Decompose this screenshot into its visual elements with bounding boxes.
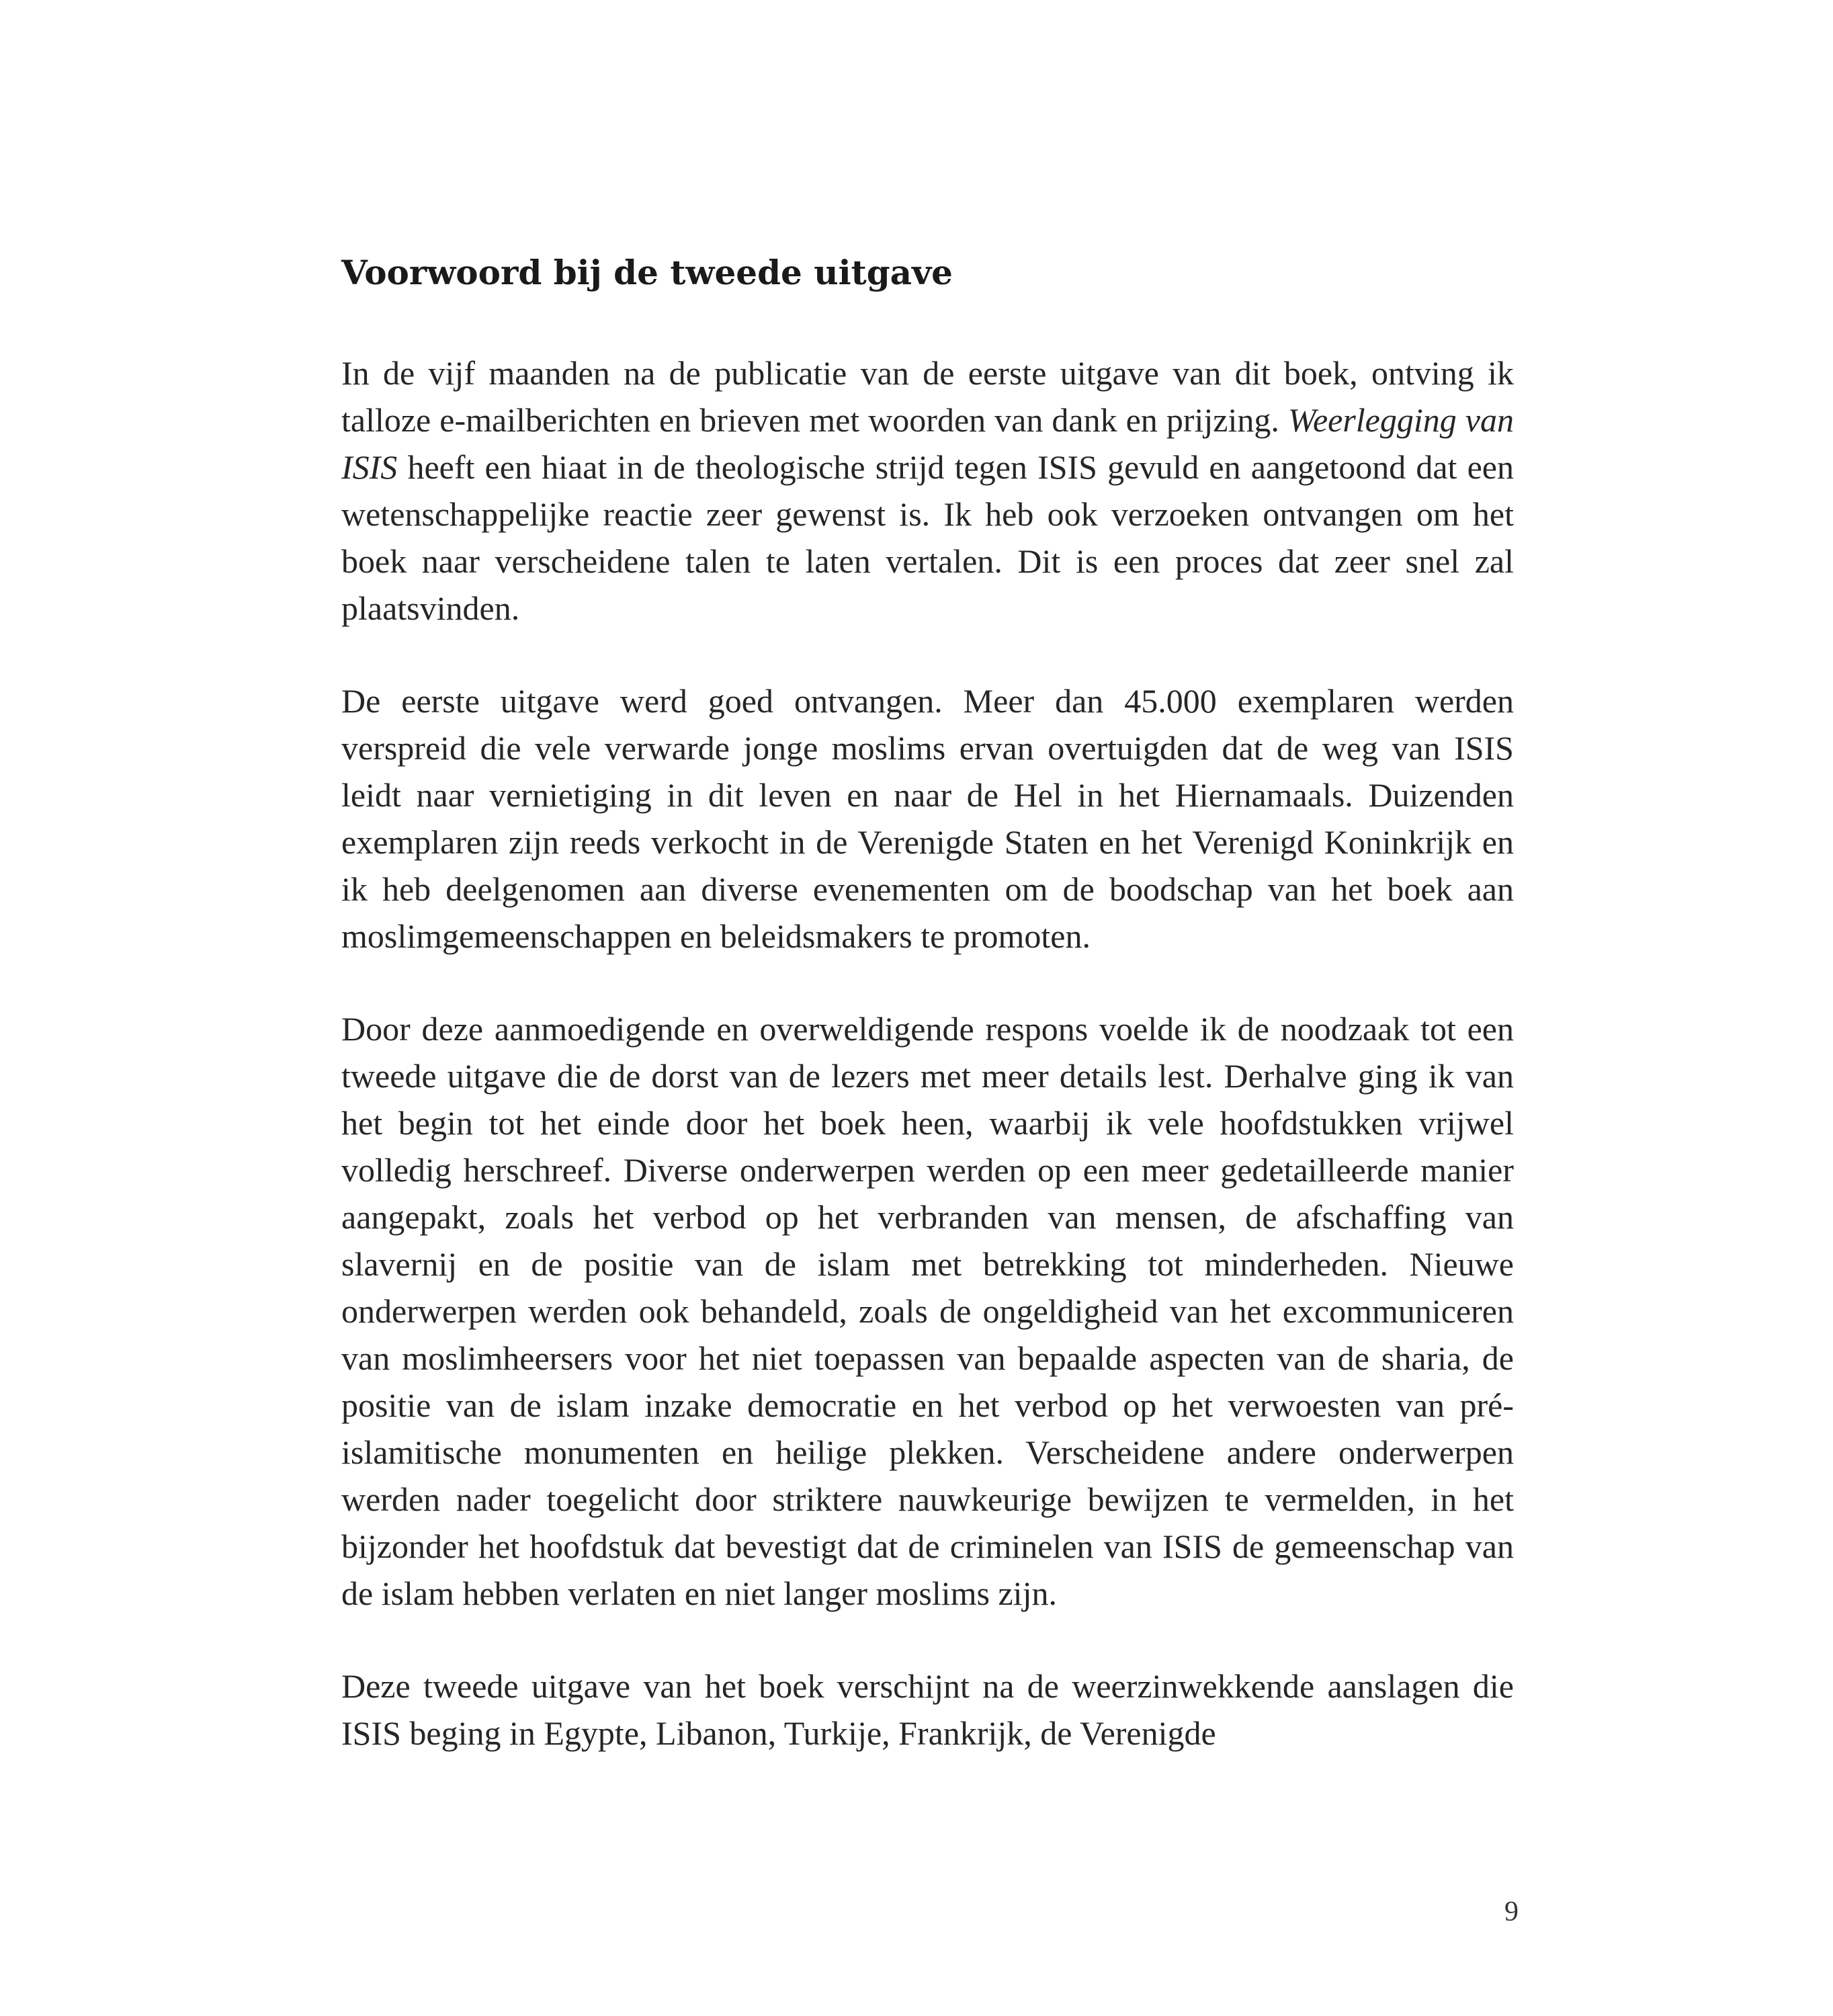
- paragraph-1: [341, 349, 1514, 632]
- paragraph-4: Deze tweede uitgave van het boek verschijnt na de weerzinwekkende aanslagen die ISIS beging in Egypte, Libanon, Turkije, Frankrijk, de Verenigde: [341, 1667, 1514, 1752]
- page-content: [341, 251, 1514, 1802]
- paragraph-3: Door deze aanmoedigende en overweldigende respons voelde ik de noodzaak tot een tweede uitgave die de dorst van de lezers met meer details lest. Derhalve ging ik van het begin tot het einde door het boek heen, waarbij ik vele hoofdstukken vrijwel volledig herschreef. Diverse onderwerpen werden op een meer gedetailleerde manier aangepakt, zoals het verbod op het verbranden van mensen, de afschaffing van slavernij en de positie van de islam met betrekking tot minderheden. Nieuwe onderwerpen werden ook behandeld, zoals de ongeldigheid van het excommuniceren van moslimheersers voor het niet toepassen van bepaalde aspecten van de sharia, de positie van de islam inzake democratie en het verbod op het verwoesten van pré-islamitische monumenten en heilige plekken. Verscheidene andere onderwerpen werden nader toegelicht door striktere nauwkeurige bewijzen te vermelden, in het bijzonder het hoofdstuk dat bevestigt dat de criminelen van ISIS de gemeenschap van de islam hebben verlaten en niet langer moslims zijn.: [341, 1010, 1514, 1612]
- page-heading: Voorwoord bij de tweede uitgave: [341, 253, 953, 292]
- page-number: 9: [1504, 1896, 1519, 1927]
- paragraph-2: De eerste uitgave werd goed ontvangen. Meer dan 45.000 exemplaren werden verspreid die vele verwarde jonge moslims ervan overtuigden dat de weg van ISIS leidt naar vernietiging in dit leven en naar de Hel in het Hiernamaals. Duizenden exemplaren zijn reeds verkocht in de Verenigde Staten en het Verenigd Koninkrijk en ik heb deelgenomen aan diverse evenementen om de boodschap van het boek aan moslimgemeenschappen en beleidsmakers te promoten.: [341, 682, 1514, 955]
- book-title-italic: Weerlegging van ISIS: [341, 401, 1514, 486]
- paragraph-1-continuation: heeft een hiaat in de theologische strijd tegen ISIS gevuld en aangetoond dat een wetenschappelijke reactie zeer gewenst is. Ik heb ook verzoeken ontvangen om het boek naar verscheidene talen te laten vertalen. Dit is een proces dat zeer snel zal plaatsvinden.: [341, 448, 1514, 627]
- paragraph-1-text: In de vijf maanden na de publicatie van de eerste uitgave van dit boek, ontving ik talloze e-mailberichten en brieven met woorden van dank en prijzing.: [341, 354, 1514, 439]
